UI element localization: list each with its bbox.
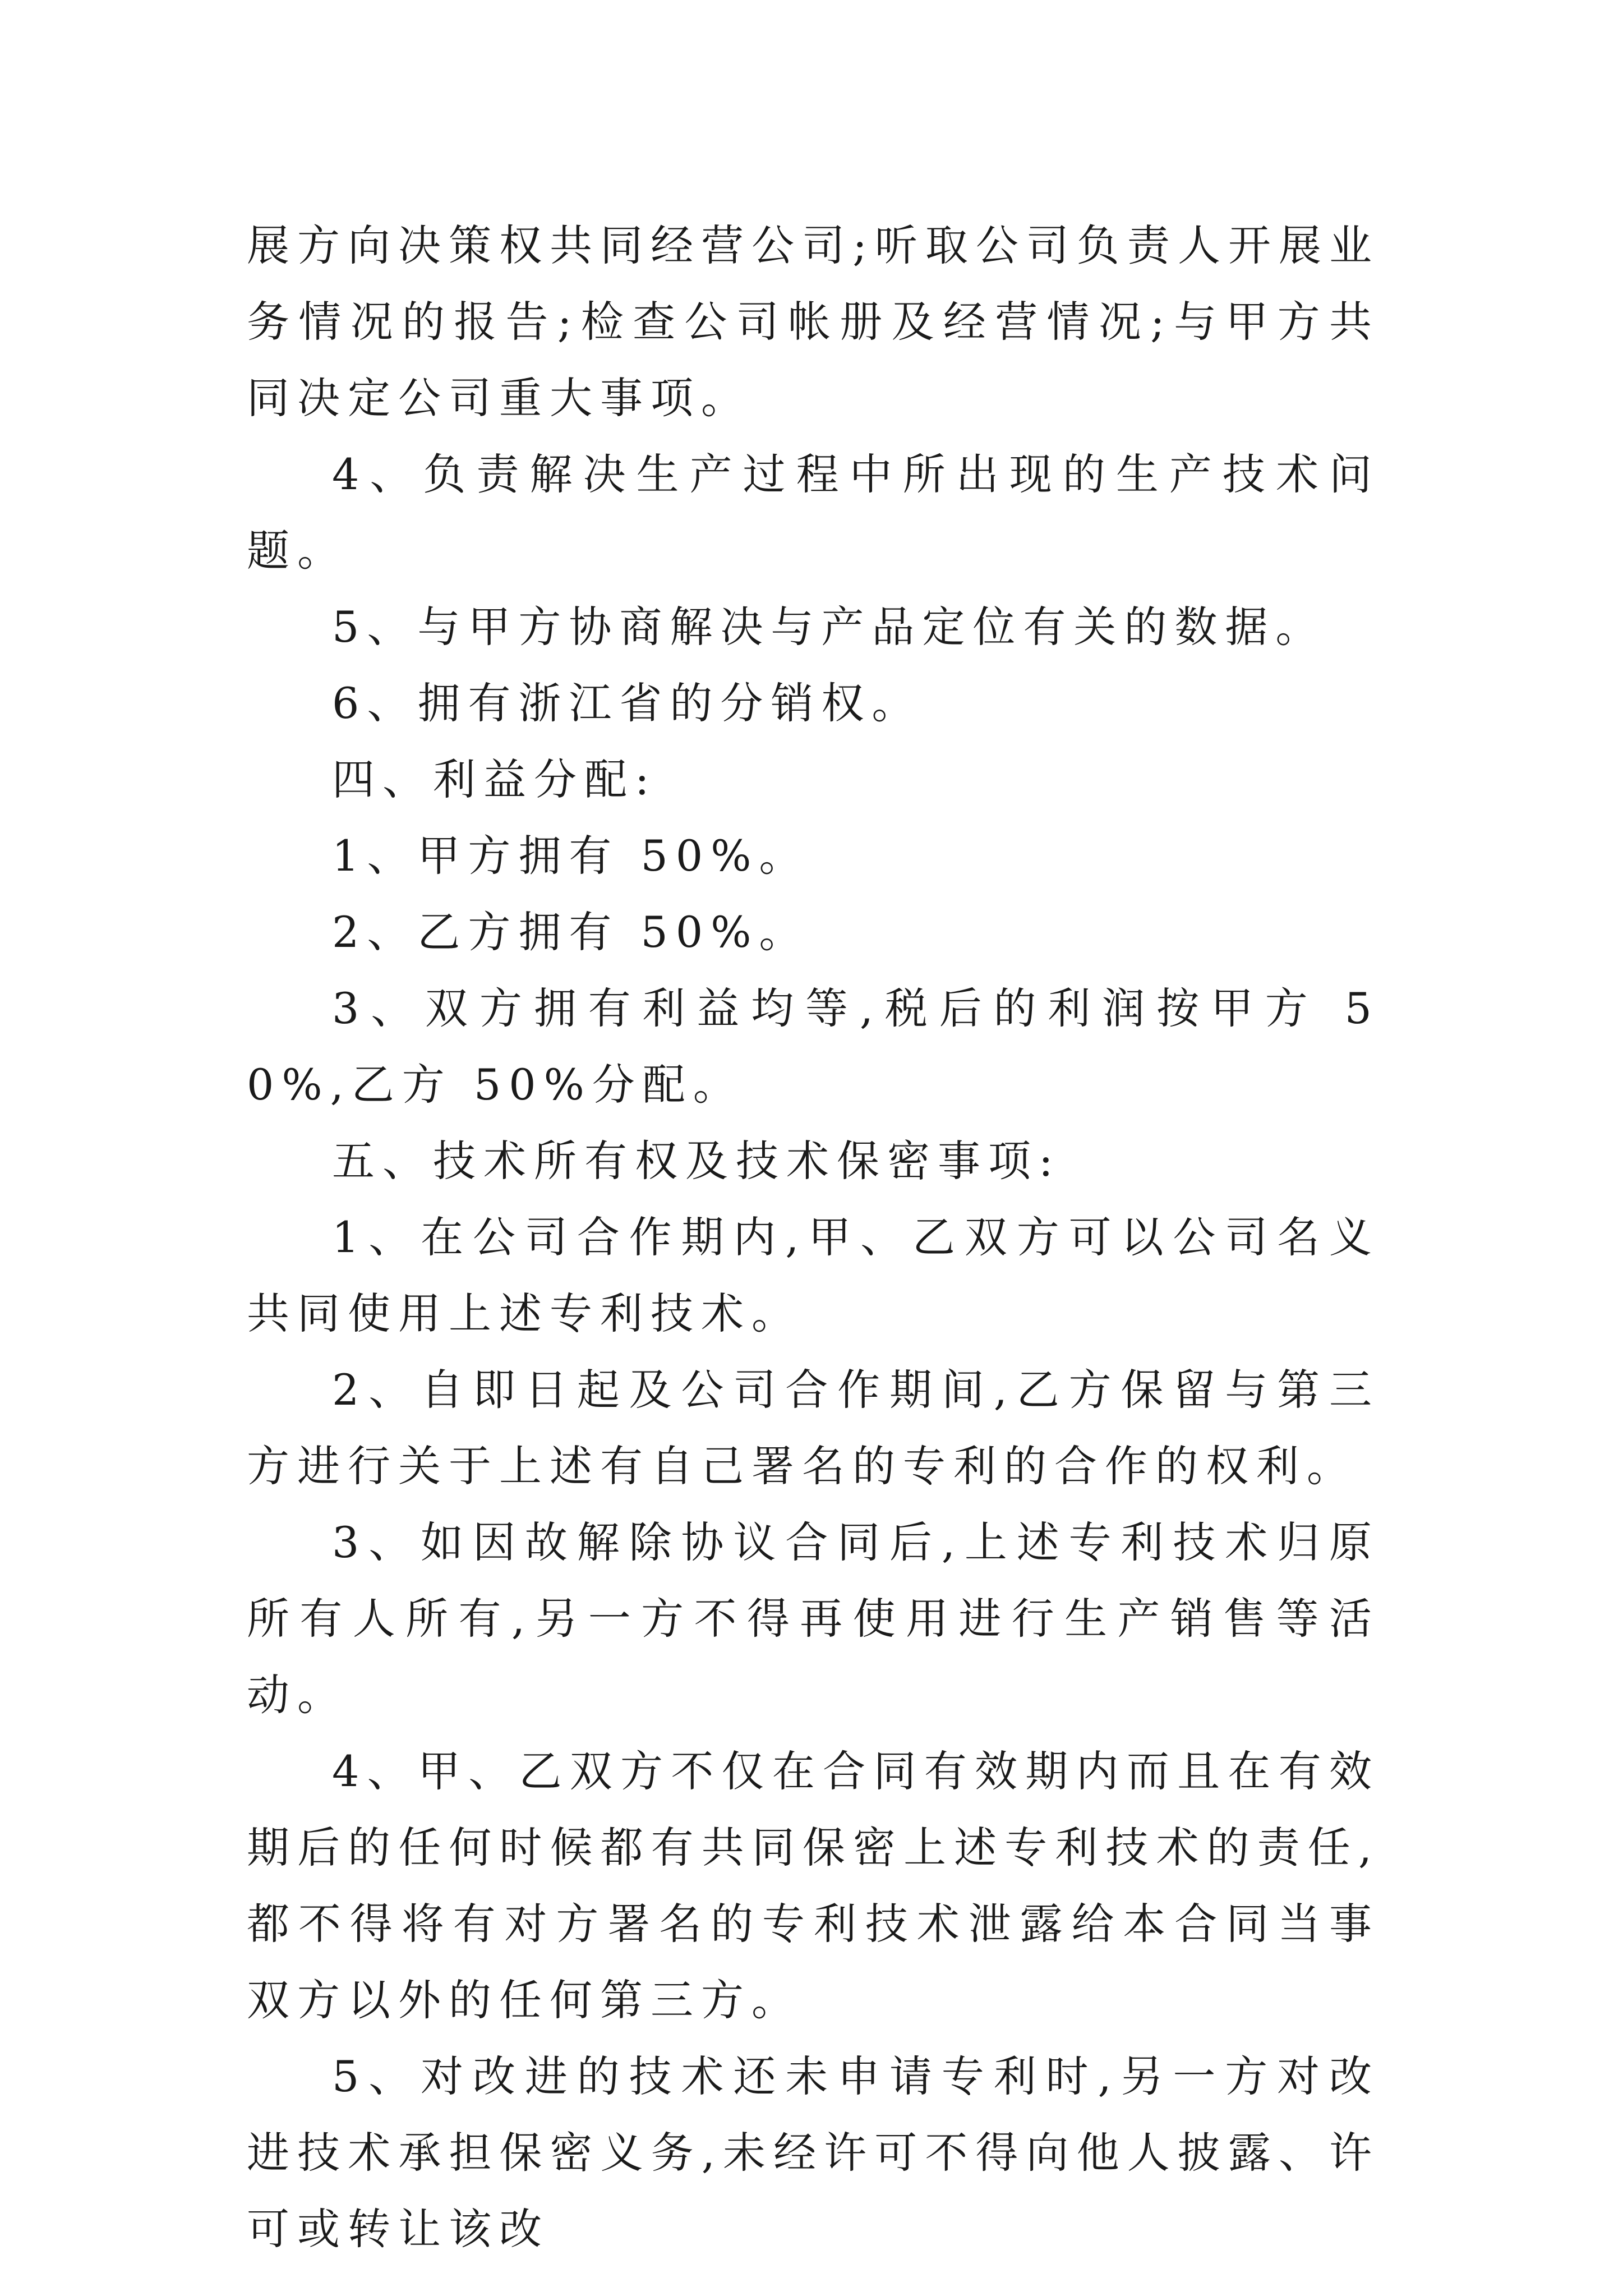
section-heading-profit-distribution: 四、利益分配: xyxy=(332,754,657,804)
document-body xyxy=(247,208,1380,2267)
paragraph-tech-2: 2、自即日起及公司合作期间,乙方保留与第三方进行关于上述有自己署名的专利的合作的权利。 xyxy=(247,1365,1380,1491)
paragraph-item-5: 5、与甲方协商解决与产品定位有关的数据。 xyxy=(332,602,1326,652)
section-heading-technology-ownership: 五、技术所有权及技术保密事项: xyxy=(332,1136,1061,1186)
paragraph-profit-2: 2、乙方拥有 50%。 xyxy=(332,907,810,957)
paragraph-item-6: 6、拥有浙江省的分销权。 xyxy=(332,678,923,728)
paragraph-continuation: 展方向决策权共同经营公司;听取公司负责人开展业务情况的报告;检查公司帐册及经营情况;与甲方共同决定公司重大事项。 xyxy=(247,220,1380,423)
paragraph-profit-3: 3、双方拥有利益均等,税后的利润按甲方 50%,乙方 50%分配。 xyxy=(247,983,1380,1110)
paragraph-tech-5: 5、对改进的技术还未申请专利时,另一方对改进技术承担保密义务,未经许可不得向他人披露、许可或转让该改 xyxy=(247,2051,1380,2254)
paragraph-tech-4: 4、甲、乙双方不仅在合同有效期内而且在有效期后的任何时候都有共同保密上述专利技术的责任,都不得将有对方署名的专利技术泄露给本合同当事双方以外的任何第三方。 xyxy=(247,1746,1380,2025)
paragraph-item-4: 4、负责解决生产过程中所出现的生产技术问题。 xyxy=(247,449,1380,576)
paragraph-profit-1: 1、甲方拥有 50%。 xyxy=(332,831,810,881)
paragraph-tech-1: 1、在公司合作期内,甲、乙双方可以公司名义共同使用上述专利技术。 xyxy=(247,1212,1380,1338)
paragraph-tech-3: 3、如因故解除协议合同后,上述专利技术归原所有人所有,另一方不得再使用进行生产销售等活动。 xyxy=(247,1517,1380,1720)
